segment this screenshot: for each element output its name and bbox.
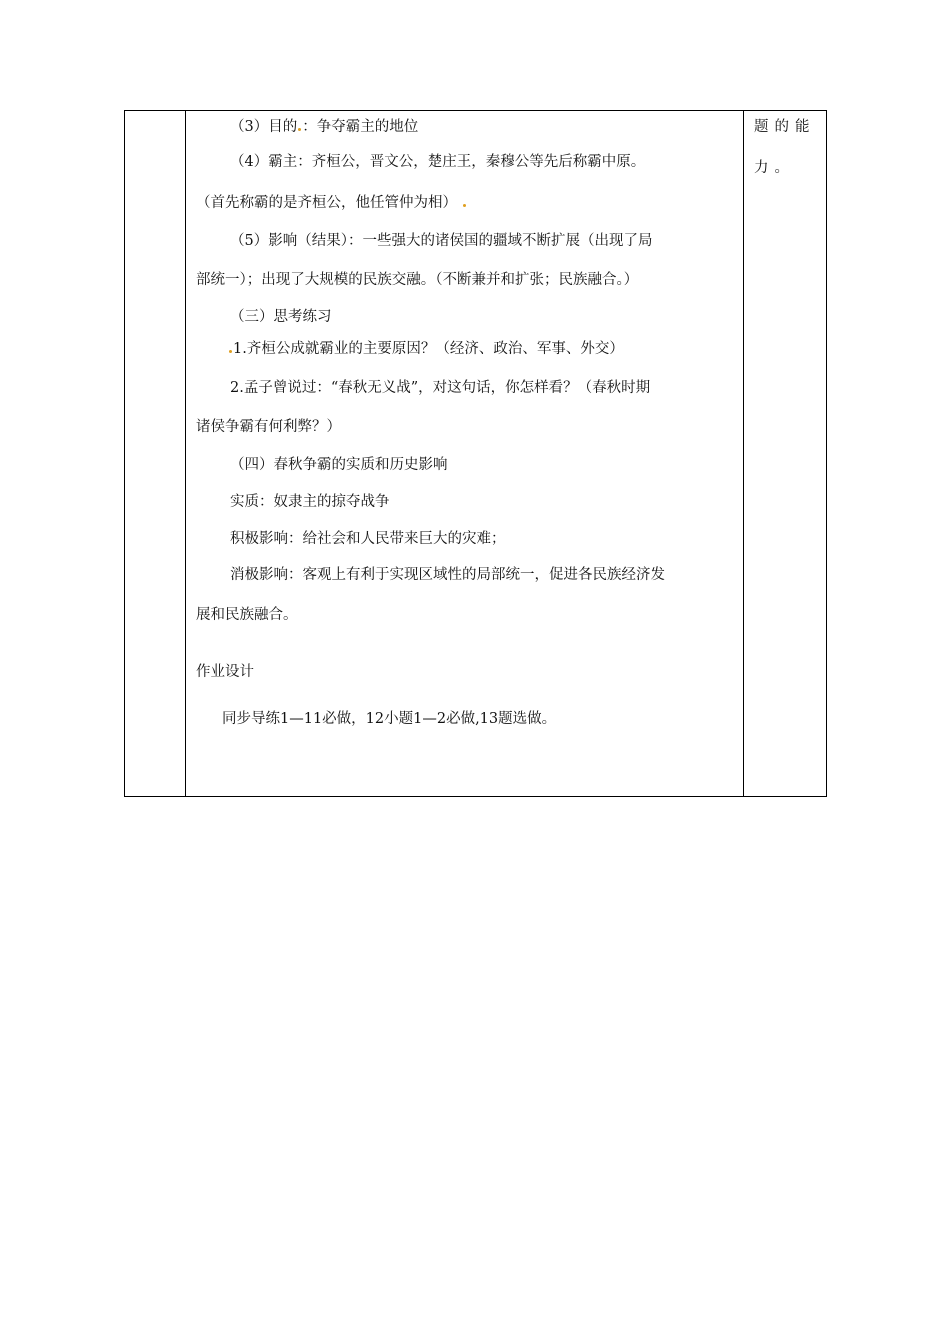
positive-impact-line: 积极影响：给社会和人民带来巨大的灾难； bbox=[230, 531, 506, 547]
main-content-cell bbox=[186, 111, 743, 796]
ability-text-line-2: 力。 bbox=[754, 160, 795, 176]
exercise-2-line-1: 2.孟子曾说过：“春秋无义战”，对这句话，你怎样看？（春秋时期 bbox=[230, 380, 651, 396]
first-hegemon-line: （首先称霸的是齐桓公，他任管仲为相） bbox=[196, 193, 467, 213]
section-exercises-heading: （三）思考练习 bbox=[230, 309, 332, 325]
homework-heading: 作业设计 bbox=[196, 664, 254, 680]
mark-dot-icon bbox=[229, 350, 232, 353]
negative-impact-line-2: 展和民族融合。 bbox=[196, 607, 298, 623]
influence-line-1: （5）影响（结果）：一些强大的诸侯国的疆域不断扩展（出现了局 bbox=[230, 233, 653, 249]
essence-line: 实质：奴隶主的掠夺战争 bbox=[230, 494, 390, 510]
exercise-2-line-2: 诸侯争霸有何利弊？） bbox=[196, 419, 341, 435]
negative-impact-line-1: 消极影响：客观上有利于实现区域性的局部统一，促进各民族经济发 bbox=[230, 567, 665, 583]
purpose-line: （3）目的 ：争夺霸主的地位 bbox=[230, 119, 419, 135]
mark-dot-icon bbox=[298, 128, 301, 131]
lesson-table bbox=[124, 110, 827, 797]
influence-line-2: 部统一）；出现了大规模的民族交融。（不断兼并和扩张；民族融合。） bbox=[196, 272, 639, 288]
exercise-1: 1.齐桓公成就霸业的主要原因？（经济、政治、军事、外交） bbox=[228, 339, 624, 359]
section-essence-heading: （四）春秋争霸的实质和历史影响 bbox=[230, 457, 448, 473]
hegemons-line: （4）霸主：齐桓公，晋文公，楚庄王，秦穆公等先后称霸中原。 bbox=[230, 154, 646, 170]
right-column-cell bbox=[744, 111, 826, 796]
mark-dot-icon bbox=[463, 204, 466, 207]
ability-text-line-1: 题的能 bbox=[754, 119, 816, 135]
homework-content: 同步导练1—11必做，12小题1—2必做,13题选做。 bbox=[222, 711, 557, 727]
